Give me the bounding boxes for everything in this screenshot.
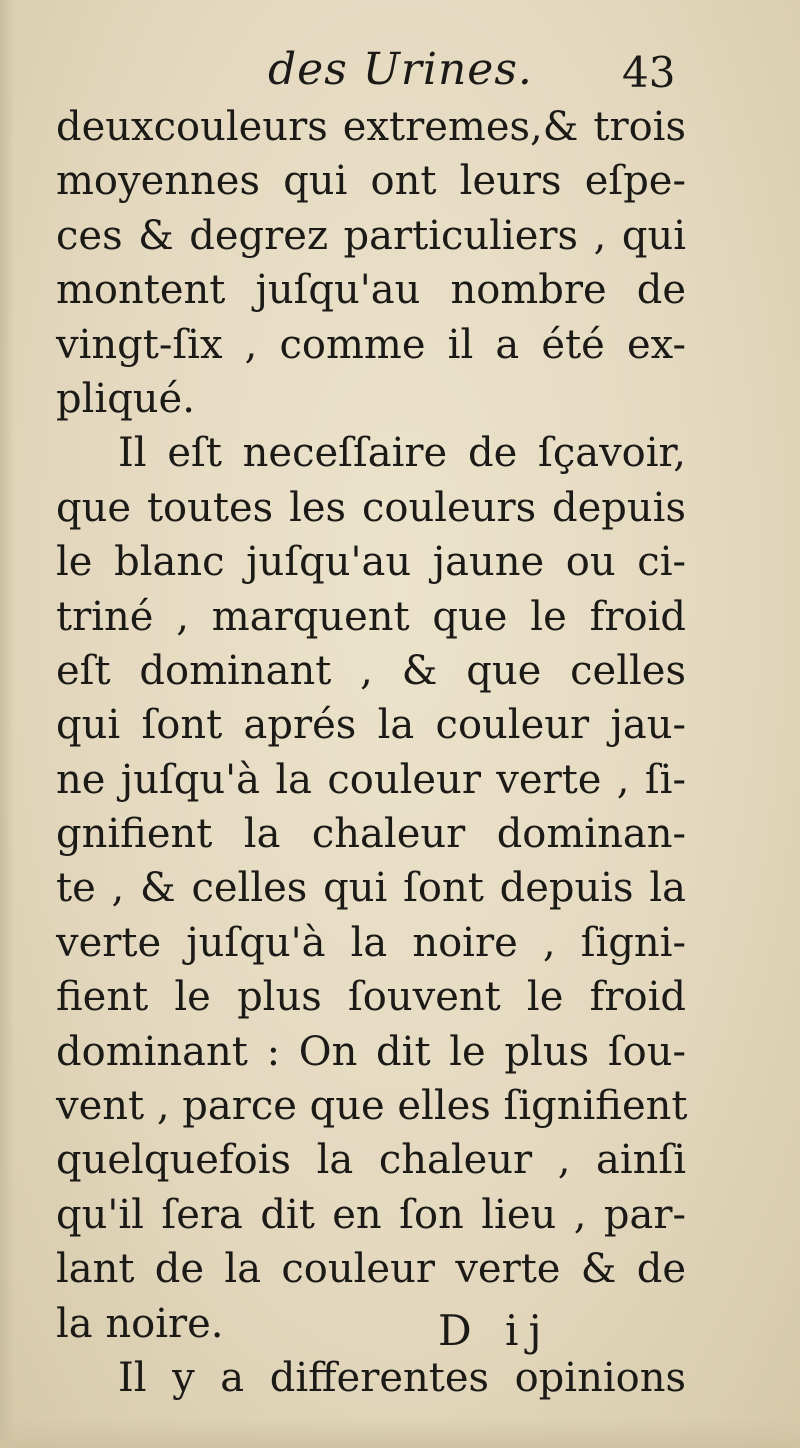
signature-mark: D ij bbox=[438, 1306, 552, 1355]
text-line: vent , parce que elles ſignifient bbox=[56, 1083, 688, 1130]
text-line: qu'il ſera dit en ſon lieu , par- bbox=[56, 1191, 686, 1238]
text-line: pliqué. bbox=[56, 375, 195, 422]
body-text bbox=[56, 100, 686, 1405]
text-line: dominant : On dit le plus ſou- bbox=[56, 1028, 686, 1075]
page-header bbox=[0, 38, 800, 98]
text-line: verte juſqu'à la noire , ſigni- bbox=[56, 919, 686, 966]
text-line: eſt dominant , & que celles bbox=[56, 647, 686, 694]
text-line: te , & celles qui ſont depuis la bbox=[56, 865, 686, 912]
text-line: ne juſqu'à la couleur verte , ſi- bbox=[56, 756, 686, 803]
paragraph-start-line: Il eſt neceſſaire de ſçavoir, bbox=[118, 430, 686, 477]
text-line: moyennes qui ont leurs eſpe- bbox=[56, 158, 686, 205]
text-line: lant de la couleur verte & de bbox=[56, 1246, 686, 1293]
paragraph-start-line: Il y a differentes opinions bbox=[118, 1354, 686, 1401]
running-title: des Urines. bbox=[268, 44, 533, 95]
text-line: triné , marquent que le froid bbox=[56, 593, 686, 640]
text-line: fient le plus ſouvent le froid bbox=[56, 974, 686, 1021]
page-number: 43 bbox=[622, 48, 676, 97]
text-line: la noire. bbox=[56, 1300, 224, 1347]
text-line: gnifient la chaleur dominan- bbox=[56, 811, 686, 858]
text-line: vingt-ſix , comme il a été ex- bbox=[56, 321, 686, 368]
text-line: ces & degrez particuliers , qui bbox=[56, 212, 686, 259]
text-line: qui ſont aprés la couleur jau- bbox=[56, 702, 686, 749]
page-edge-shadow bbox=[0, 0, 14, 1448]
text-line: montent juſqu'au nombre de bbox=[56, 267, 686, 314]
page-bottom-shadow bbox=[0, 1418, 800, 1448]
text-line: que toutes les couleurs depuis bbox=[56, 484, 686, 531]
text-line: le blanc juſqu'au jaune ou ci- bbox=[56, 539, 686, 586]
text-line: quelquefois la chaleur , ainſi bbox=[56, 1137, 686, 1184]
text-line: deuxcouleurs extremes,& trois bbox=[56, 104, 686, 150]
